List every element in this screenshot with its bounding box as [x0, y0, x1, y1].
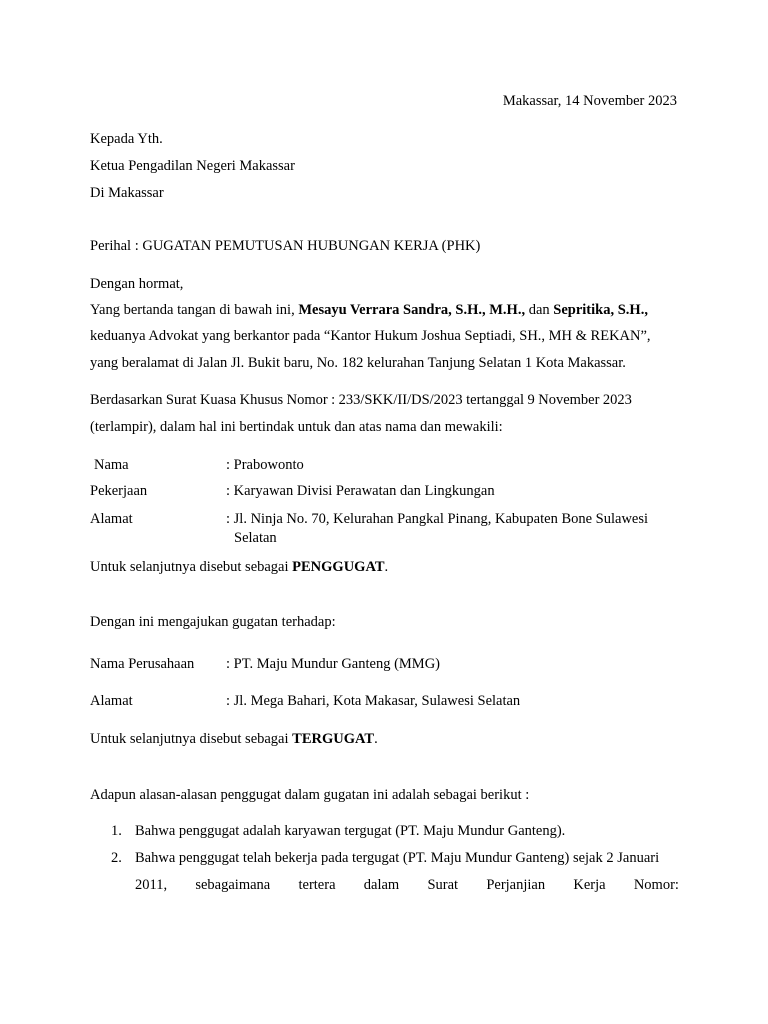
defendant-term: TERGUGAT	[292, 731, 375, 747]
word: 9	[527, 392, 535, 408]
defendant-address-value: : Jl. Mega Bahari, Kota Makasar, Sulawesi Selatan	[226, 693, 521, 709]
place-date: Makassar, 14 November 2023	[502, 93, 677, 109]
against-line: Dengan ini mengajukan gugatan terhadap:	[90, 614, 336, 630]
reasons-intro: Adapun alasan-alasan penggugat dalam gugatan ini adalah sebagai berikut :	[90, 787, 530, 803]
recipient-line-1: Kepada Yth.	[90, 131, 163, 147]
word: Kuasa	[199, 392, 237, 408]
word: Perjanjian	[486, 877, 546, 893]
intro-line-1	[90, 301, 648, 319]
defendant-reference-period: .	[374, 731, 378, 747]
plaintiff-name-label: Nama	[94, 457, 129, 473]
word: tertera	[298, 877, 336, 893]
word: Berdasarkan	[90, 392, 163, 408]
greeting: Dengan hormat,	[90, 276, 184, 292]
subject-line: Perihal : GUGATAN PEMUTUSAN HUBUNGAN KERJA (PHK)	[90, 238, 481, 254]
plaintiff-address-label: Alamat	[90, 511, 133, 527]
word: November	[538, 392, 600, 408]
word: 233/SKK/II/DS/2023	[338, 392, 463, 408]
word: 2011,	[135, 877, 168, 893]
defendant-company-value: : PT. Maju Mundur Ganteng (MMG)	[226, 656, 440, 672]
plaintiff-job-label: Pekerjaan	[90, 483, 148, 499]
reason-text-continued	[135, 876, 679, 894]
advocate-name-2: Sepritika, S.H.,	[553, 302, 648, 318]
word: Nomor	[286, 392, 328, 408]
word: Kerja	[573, 877, 606, 893]
word: Surat	[165, 392, 197, 408]
advocate-name-1: Mesayu Verrara Sandra, S.H., M.H.,	[298, 302, 526, 318]
word: Surat	[427, 877, 459, 893]
plaintiff-address-value-1: : Jl. Ninja No. 70, Kelurahan Pangkal Pinang, Kabupaten Bone Sulawesi	[226, 511, 649, 527]
intro-line-3: yang beralamat di Jalan Jl. Bukit baru, No. 182 kelurahan Tanjung Selatan 1 Kota Makassar.	[90, 355, 626, 371]
reason-number: 2.	[111, 850, 122, 866]
power-of-attorney-line-2: (terlampir), dalam hal ini bertindak untuk dan atas nama dan mewakili:	[90, 419, 503, 435]
plaintiff-reference-period: .	[384, 559, 389, 575]
defendant-company-label: Nama Perusahaan	[90, 656, 195, 672]
reason-number: 1.	[111, 823, 122, 839]
recipient-line-2: Ketua Pengadilan Negeri Makassar	[90, 158, 295, 174]
word: Nomor:	[633, 877, 679, 893]
intro-text: Yang bertanda tangan di bawah ini,	[90, 302, 295, 318]
intro-line-2: keduanya Advokat yang berkantor pada “Kantor Hukum Joshua Septiadi, SH., MH & REKAN”,	[90, 328, 651, 344]
reason-text: Bahwa penggugat adalah karyawan tergugat (PT. Maju Mundur Ganteng).	[135, 823, 566, 839]
defendant-reference	[90, 730, 378, 748]
plaintiff-term: PENGGUGAT	[292, 559, 385, 575]
intro-conjunction: dan	[528, 302, 550, 318]
word: tertanggal	[466, 392, 525, 408]
recipient-line-3: Di Makassar	[90, 185, 164, 201]
defendant-address-label: Alamat	[90, 693, 133, 709]
word: :	[331, 392, 336, 408]
power-of-attorney-line-1	[90, 391, 632, 409]
plaintiff-reference	[90, 558, 388, 576]
reason-text: Bahwa penggugat telah bekerja pada tergugat (PT. Maju Mundur Ganteng) sejak 2 Januari	[135, 850, 660, 866]
word: sebagaimana	[195, 877, 271, 893]
plaintiff-address-value-2: Selatan	[234, 530, 277, 546]
word: 2023	[602, 392, 632, 408]
plaintiff-reference-text: Untuk selanjutnya disebut sebagai	[90, 559, 289, 575]
plaintiff-job-value: : Karyawan Divisi Perawatan dan Lingkungan	[226, 483, 495, 499]
word: dalam	[363, 877, 400, 893]
word: Khusus	[239, 392, 284, 408]
plaintiff-name-value: : Prabowonto	[226, 457, 304, 473]
defendant-reference-text: Untuk selanjutnya disebut sebagai	[90, 731, 289, 747]
